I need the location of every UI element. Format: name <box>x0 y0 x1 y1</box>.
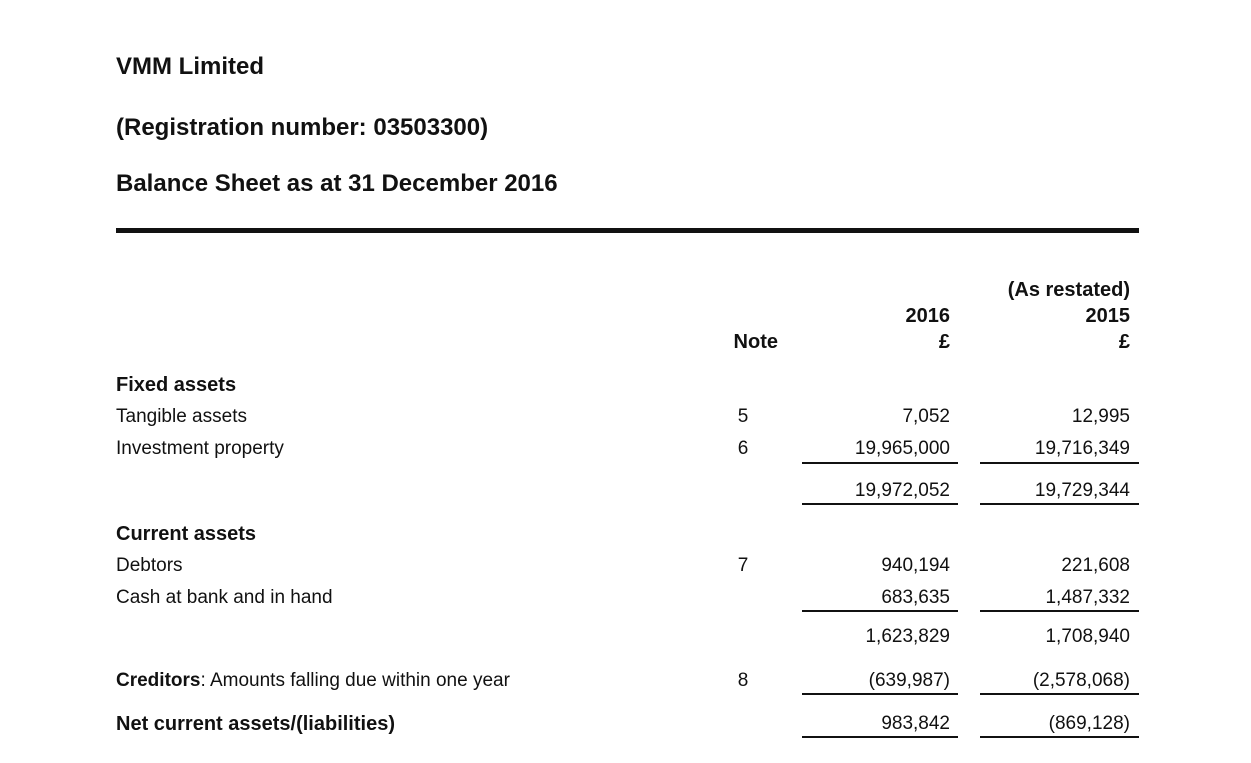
row-note: 7 <box>737 555 749 576</box>
row-value-2015: 1,487,332 <box>1045 587 1130 608</box>
row-label: Cash at bank and in hand <box>116 587 333 608</box>
creditors-label <box>116 670 510 692</box>
year-2015-heading: 2015 <box>1085 305 1130 327</box>
header-divider <box>116 228 1139 233</box>
row-label: Tangible assets <box>116 406 247 427</box>
row-value-2016: 19,965,000 <box>854 438 950 459</box>
subtotal-rule <box>980 610 1139 612</box>
current-assets-total-2015: 1,708,940 <box>1045 626 1130 647</box>
subtotal-rule <box>802 462 958 464</box>
row-label: Investment property <box>116 438 284 459</box>
row-value-2015: 12,995 <box>1071 406 1130 427</box>
net-current-2016: 983,842 <box>881 713 950 734</box>
subtotal-rule <box>802 736 958 738</box>
subtotal-rule <box>980 693 1139 695</box>
subtotal-rule <box>980 462 1139 464</box>
creditors-label-rest: : Amounts falling due within one year <box>200 670 510 691</box>
fixed-assets-heading: Fixed assets <box>116 374 237 396</box>
row-value-2015: 221,608 <box>1061 555 1130 576</box>
total-rule <box>980 503 1139 505</box>
row-value-2015: 19,716,349 <box>1034 438 1130 459</box>
row-note: 6 <box>737 438 749 459</box>
registration-number: (Registration number: 03503300) <box>116 114 489 141</box>
row-value-2016: 683,635 <box>881 587 950 608</box>
row-label: Debtors <box>116 555 183 576</box>
row-note: 5 <box>737 406 749 427</box>
page-title: Balance Sheet as at 31 December 2016 <box>116 170 558 197</box>
subtotal-rule <box>802 610 958 612</box>
note-heading: Note <box>733 331 778 353</box>
current-assets-heading: Current assets <box>116 523 257 545</box>
net-current-2015: (869,128) <box>1048 713 1130 734</box>
restated-label: (As restated) <box>1007 279 1130 301</box>
creditors-2016: (639,987) <box>868 670 950 691</box>
total-rule <box>802 503 958 505</box>
current-assets-total-2016: 1,623,829 <box>865 626 950 647</box>
currency-2015: £ <box>1118 331 1130 353</box>
row-note: 8 <box>737 670 749 691</box>
company-name: VMM Limited <box>116 53 264 80</box>
subtotal-rule <box>980 736 1139 738</box>
year-2016-heading: 2016 <box>905 305 950 327</box>
fixed-assets-total-2016: 19,972,052 <box>854 480 950 501</box>
fixed-assets-total-2015: 19,729,344 <box>1034 480 1130 501</box>
currency-2016: £ <box>938 331 950 353</box>
subtotal-rule <box>802 693 958 695</box>
row-value-2016: 940,194 <box>881 555 950 576</box>
net-current-label: Net current assets/(liabilities) <box>116 713 395 735</box>
row-value-2016: 7,052 <box>902 406 950 427</box>
creditors-label-bold: Creditors <box>116 670 201 691</box>
creditors-2015: (2,578,068) <box>1032 670 1130 691</box>
